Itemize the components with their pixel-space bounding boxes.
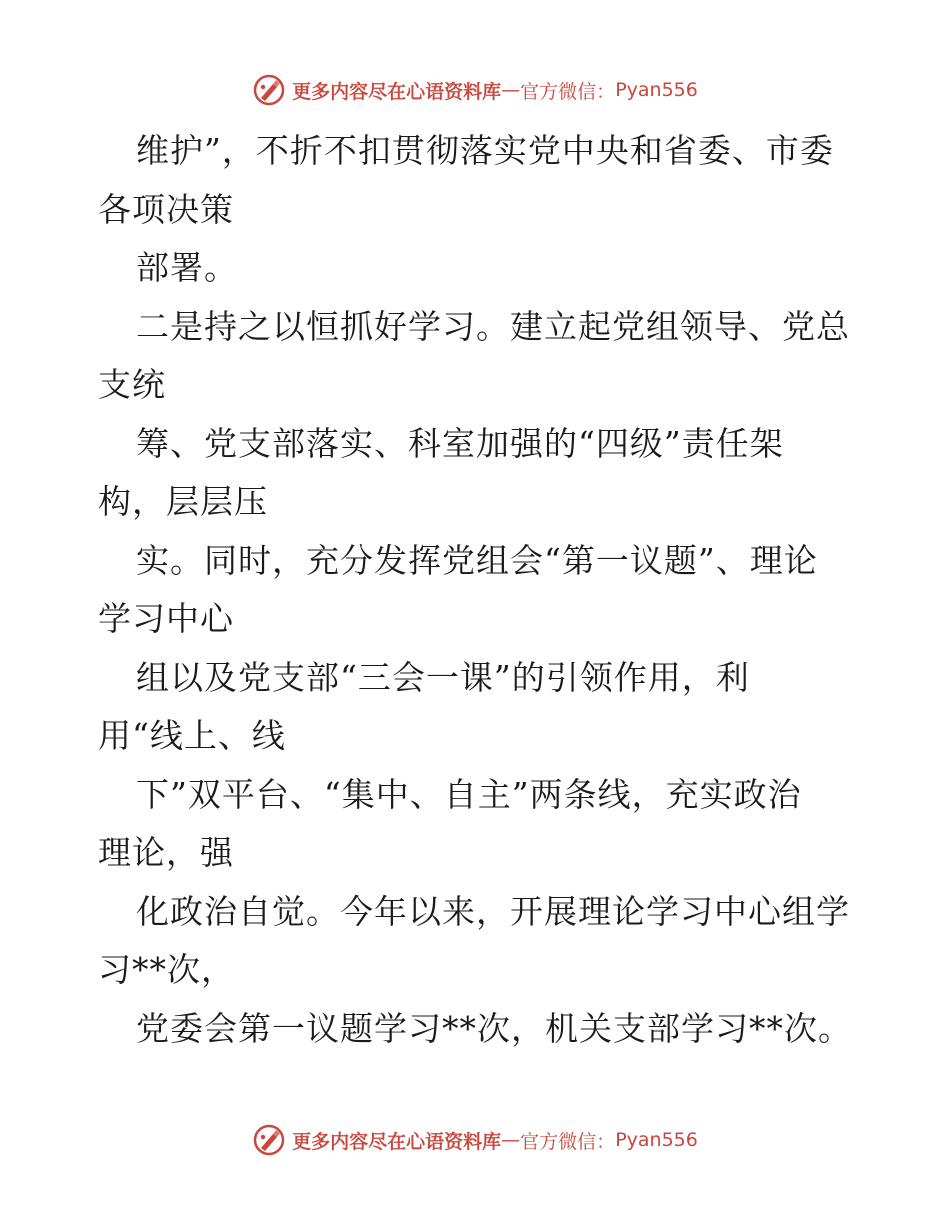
body-line: 实。同时，充分发挥党组会“第一议题”、理论 xyxy=(136,540,818,580)
body-line: 党委会第一议题学习**次，机关支部学习**次。 xyxy=(136,1008,852,1048)
watermark-brand: 更多内容尽在心语资料库 xyxy=(292,80,502,103)
body-line: 组以及党支部“三会一课”的引领作用，利 xyxy=(136,657,750,697)
body-line: 学习中心 xyxy=(98,599,234,638)
body-line: 理论，强 xyxy=(98,833,234,872)
watermark-channel: 官方微信： xyxy=(520,80,616,103)
watermark-id: Pyan556 xyxy=(615,79,698,101)
watermark-brand: 更多内容尽在心语资料库 xyxy=(292,1130,502,1153)
watermark-id: Pyan556 xyxy=(615,1129,698,1151)
body-line: 各项决策 xyxy=(98,189,234,229)
body-line: 习**次， xyxy=(98,950,235,989)
body-line: 部署。 xyxy=(136,248,238,287)
pen-logo-icon xyxy=(252,1123,286,1157)
body-line: 化政治自觉。今年以来，开展理论学习中心组学 xyxy=(136,891,850,931)
document-body xyxy=(98,122,858,1058)
body-line: 支统 xyxy=(98,365,166,404)
watermark-dash: — xyxy=(501,79,521,101)
header-watermark xyxy=(0,70,950,110)
footer-watermark xyxy=(0,1120,950,1160)
body-line: 筹、党支部落实、科室加强的“四级”责任架 xyxy=(136,423,784,463)
pen-logo-icon xyxy=(252,73,286,107)
watermark-channel: 官方微信： xyxy=(520,1130,616,1153)
body-line: 下”双平台、“集中、自主”两条线，充实政治 xyxy=(136,774,802,814)
body-line: 用“线上、线 xyxy=(98,716,286,755)
watermark-dash: — xyxy=(501,1129,521,1151)
body-line: 维护”，不折不扣贯彻落实党中央和省委、市委 xyxy=(136,131,834,170)
body-line: 二是持之以恒抓好学习。建立起党组领导、党总 xyxy=(136,306,850,346)
body-line: 构，层层压 xyxy=(98,482,268,521)
